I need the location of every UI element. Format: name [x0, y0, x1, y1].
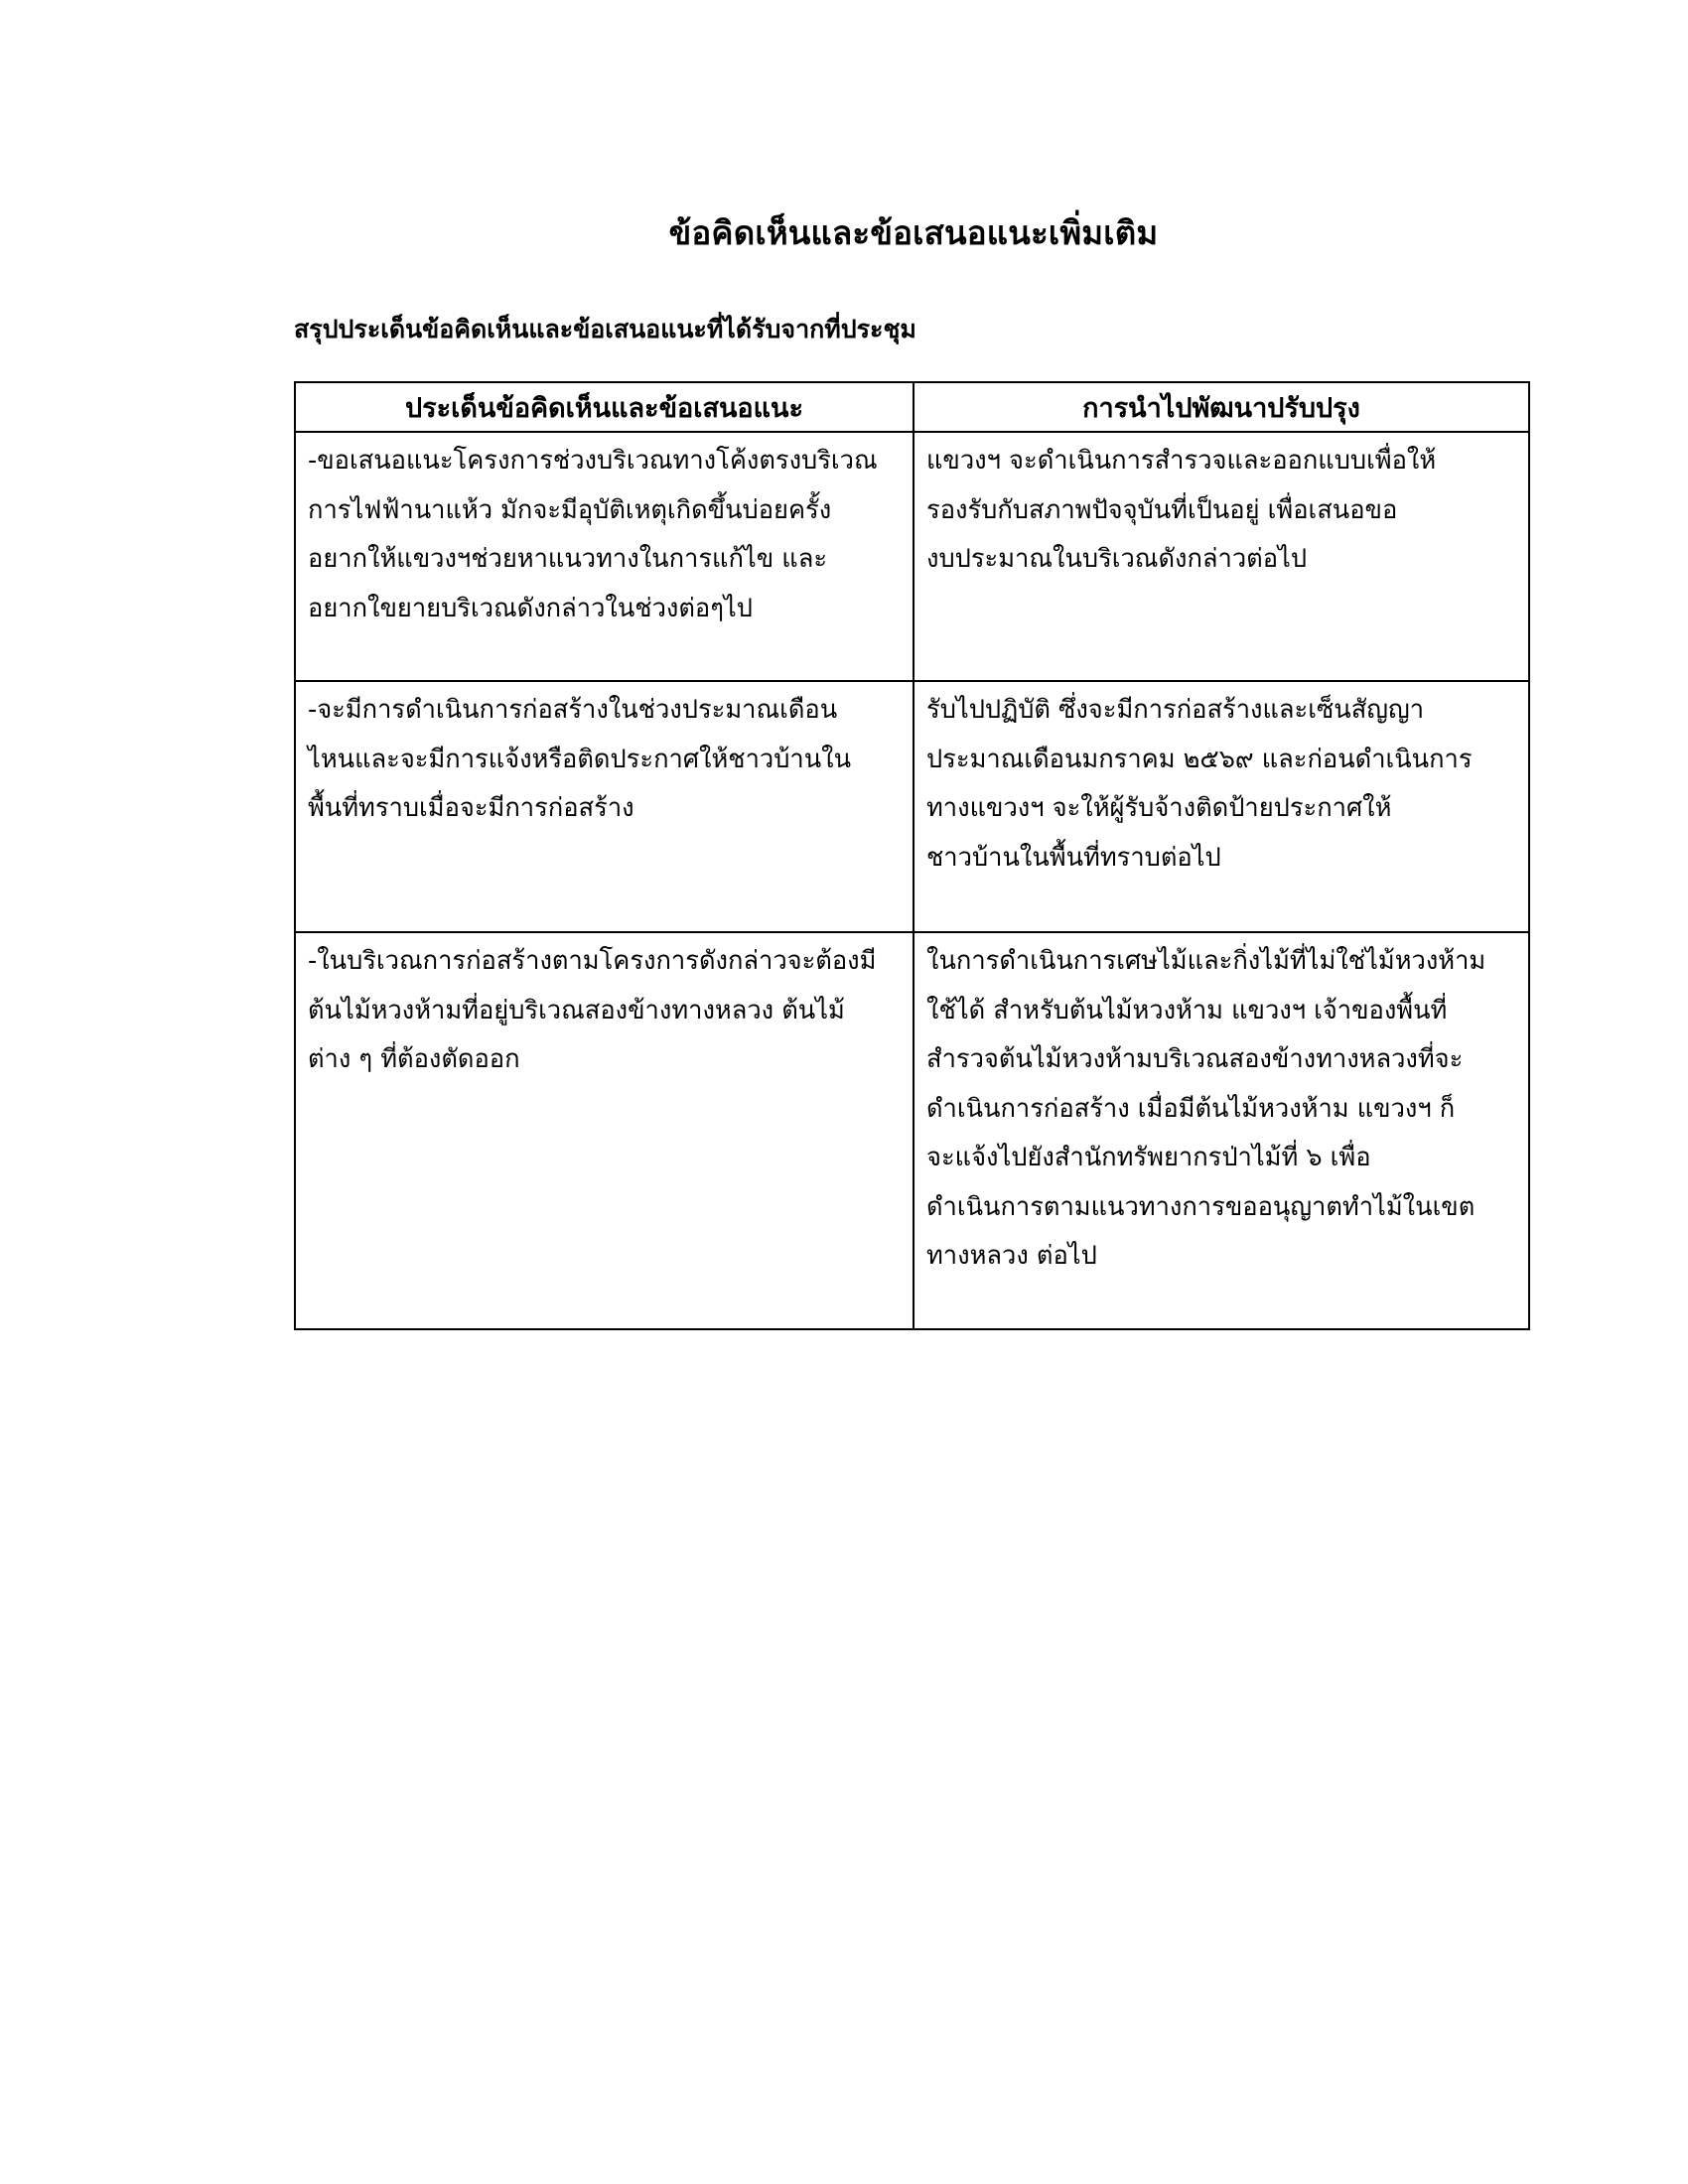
feedback-table [294, 381, 1530, 1330]
section-heading: สรุปประเด็นข้อคิดเห็นและข้อเสนอแนะที่ได้รับจากที่ประชุม [294, 315, 916, 343]
header-issue: ประเด็นข้อคิดเห็นและข้อเสนอแนะ [295, 382, 914, 432]
table-row [295, 681, 1529, 932]
header-response: การนำไปพัฒนาปรับปรุง [914, 382, 1529, 432]
page-title: ข้อคิดเห็นและข้อเสนอแนะเพิ่มเติม [668, 213, 1159, 252]
response-cell: แขวงฯ จะดำเนินการสำรวจและออกแบบเพื่อให้ รองรับกับสภาพปัจจุบันที่เป็นอยู่ เพื่อเสนอขอ งบประมาณในบริเวณดังกล่าวต่อไป [914, 432, 1529, 681]
issue-cell: -จะมีการดำเนินการก่อสร้างในช่วงประมาณเดือน ไหนและจะมีการแจ้งหรือติดประกาศให้ชาวบ้านใน พื้นที่ทราบเมื่อจะมีการก่อสร้าง [295, 681, 914, 932]
issue-cell: -ในบริเวณการก่อสร้างตามโครงการดังกล่าวจะต้องมี ต้นไม้หวงห้ามที่อยู่บริเวณสองข้างทางหลวง ต้นไม้ ต่าง ๆ ที่ต้องตัดออก [295, 932, 914, 1329]
response-cell: รับไปปฏิบัติ ซึ่งจะมีการก่อสร้างและเซ็นสัญญา ประมาณเดือนมกราคม ๒๕๖๙ และก่อนดำเนินการ ทางแขวงฯ จะให้ผู้รับจ้างติดป้ายประกาศให้ ชาวบ้านในพื้นที่ทราบต่อไป [914, 681, 1529, 932]
table-row [295, 432, 1529, 681]
table-header-row [295, 382, 1529, 432]
issue-cell: -ขอเสนอแนะโครงการช่วงบริเวณทางโค้งตรงบริเวณ การไฟฟ้านาแห้ว มักจะมีอุบัติเหตุเกิดขึ้นบ่อยครั้ง อยากให้แขวงฯช่วยหาแนวทางในการแก้ไข และ อยากใขยายบริเวณดังกล่าวในช่วงต่อๆไป [295, 432, 914, 681]
table-row [295, 932, 1529, 1329]
response-cell: ในการดำเนินการเศษไม้และกิ่งไม้ที่ไม่ใช่ไม้หวงห้าม ใช้ได้ สำหรับต้นไม้หวงห้าม แขวงฯ เจ้าของพื้นที่ สำรวจต้นไม้หวงห้ามบริเวณสองข้างทางหลวงที่จะ ดำเนินการก่อสร้าง เมื่อมีต้นไม้หวงห้าม แขวงฯ ก็ จะแจ้งไปยังสำนักทรัพยากรป่าไม้ที่ ๖ เพื่อ ดำเนินการตามแนวทางการขออนุญาตทำไม้ในเขต ทางหลวง ต่อไป [914, 932, 1529, 1329]
